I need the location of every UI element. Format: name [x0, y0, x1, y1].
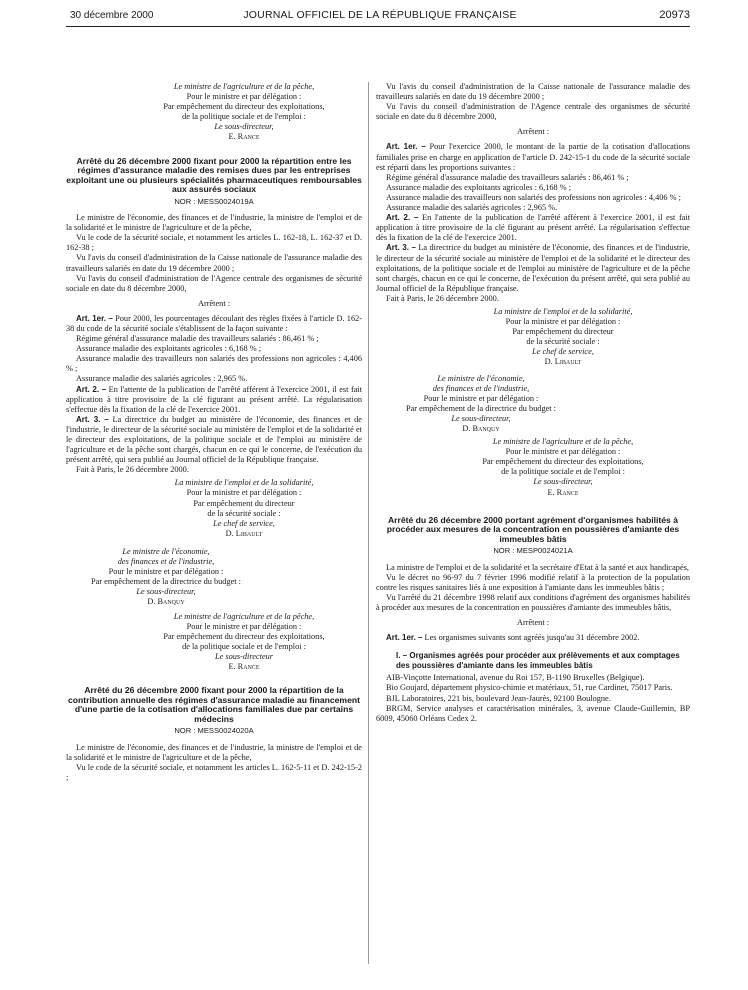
page-header: [70, 8, 690, 28]
sig-name: D. Banquy: [147, 597, 185, 607]
list-item: Assurance maladie des exploitants agricoles : 6,168 % ;: [386, 182, 572, 192]
fait-a-paris: Fait à Paris, le 26 décembre 2000.: [76, 465, 189, 475]
sig-line: de la politique sociale et de l'emploi :: [501, 467, 625, 477]
sig-line: Par empêchement de la directrice du budget :: [91, 577, 241, 587]
sig-line: de la politique sociale et de l'emploi :: [182, 641, 306, 651]
right-column: [376, 82, 690, 724]
list-item: Assurance maladie des travailleurs non salariés des professions non agricoles : 4,406 % ;: [386, 192, 681, 202]
paragraph: Le ministre de l'économie, des finances et de l'industrie, la ministre de l'emploi et de la solidarité et le ministre de l'agriculture et de la pêche,: [66, 742, 362, 762]
article-text: En l'attente de la publication de l'arrêté afférent à l'exercice 2001, il est fait application à titre provisoire de la clé figurant au présent arrêté. La régularisation s'effectue dès la fixation de la clé de l'exercice 2001.: [376, 213, 691, 243]
sig-line: Le chef de service,: [532, 347, 594, 357]
paragraph: Vu l'avis du conseil d'administration de l'Agence centrale des organismes de sécurité sociale en date du 8 décembre 2000,: [376, 102, 690, 122]
paragraph: Vu le décret no 96-97 du 7 février 1996 modifié relatif à la protection de la population contre les risques sanitaires liés à une exposition à l'amiante dans les immeubles bâtis ;: [376, 572, 690, 592]
article-2: [376, 213, 690, 243]
article-3: [66, 415, 362, 465]
sig-line: Pour la ministre et par délégation :: [186, 488, 302, 498]
sig-line: La ministre de l'emploi et de la solidarité,: [493, 306, 633, 316]
list-item: Assurance maladie des salariés agricoles : 2,965 %.: [386, 203, 558, 213]
article-label: Art. 1er. –: [76, 313, 113, 323]
article-label: Art. 1er. –: [386, 142, 426, 152]
signature-block-top: [126, 82, 362, 143]
article-label: Art. 3. –: [386, 243, 416, 253]
sig-line: de la politique sociale et de l'emploi :: [182, 112, 306, 122]
article-text: En l'attente de la publication de l'arrêté afférent à l'exercice 2001, il est fait application à titre provisoire de la clé figurant au présent arrêté. La régularisation s'effectue dès la fixation de la clé de l'exercice 2001.: [66, 384, 363, 414]
sig-line: Le ministre de l'agriculture et de la pêche,: [173, 82, 315, 91]
sig-name: D. Banquy: [462, 424, 500, 433]
sig-name: D. Libault: [544, 357, 582, 367]
sig-line: des finances et de l'industrie,: [117, 557, 215, 567]
journal-title: JOURNAL OFFICIEL DE LA RÉPUBLIQUE FRANÇAISE: [243, 9, 517, 21]
article-text: La directrice du budget au ministère de l'économie, des finances et de l'industrie, le directeur de la sécurité sociale au ministère de l'emploi et de la solidarité et le directeur des exploitations, de la politique sociale et de l'emploi au ministère de l'agriculture et de la pêche sont chargés, chacun en ce qui le concerne, de l'exécution du présent arrêté, qui sera publié au Journal officiel de la République française.: [66, 414, 362, 465]
nor-reference: NOR : MESS0024019A: [174, 196, 254, 206]
sig-name: E. Rance: [228, 132, 260, 142]
sig-name: D. Libault: [225, 528, 263, 538]
sig-line: Le sous-directeur,: [214, 122, 274, 132]
article-3: [376, 243, 690, 293]
page-number: 20973: [659, 9, 690, 21]
sig-line: Pour le ministre et par délégation :: [505, 447, 621, 457]
column-divider: [368, 82, 369, 964]
sig-line: Le sous-directeur: [215, 651, 273, 661]
paragraph: Vu l'avis du conseil d'administration de l'Agence centrale des organismes de sécurité sociale en date du 8 décembre 2000,: [66, 273, 362, 293]
fait-a-paris: Fait à Paris, le 26 décembre 2000.: [386, 293, 499, 303]
sig-line: Pour le ministre et par délégation :: [186, 621, 302, 631]
list-item: Assurance maladie des exploitants agricoles : 6,168 % ;: [76, 344, 262, 354]
organism-entry: BRGM, Service analyses et caractérisation minérales, 3, avenue Claude-Guillemin, BP 6009, 45060 Orléans Cedex 2.: [376, 703, 690, 723]
paragraph: La ministre de l'emploi et de la solidarité et la secrétaire d'Etat à la santé et aux handicapés,: [386, 562, 689, 572]
sig-line: Le sous-directeur,: [136, 587, 196, 597]
list-item: Régime général d'assurance maladie des travailleurs salariés : 86,461 % ;: [386, 172, 629, 182]
sig-line: Le ministre de l'agriculture et de la pêche,: [492, 437, 634, 447]
signature-block: [436, 307, 690, 368]
sig-line: Le ministre de l'économie,: [122, 546, 210, 556]
organism-entry: AIB-Vinçotte International, avenue du Roi 157, B-1190 Bruxelles (Belgique).: [386, 673, 645, 683]
article-label: Art. 2. –: [386, 213, 419, 223]
paragraph: Vu l'arrêté du 21 décembre 1998 relatif aux conditions d'agrément des organismes habilités à procéder aux mesures de la concentration en poussières d'amiante des immeubles bâtis,: [376, 592, 690, 612]
header-date: 30 décembre 2000: [70, 10, 154, 21]
paragraph: Le ministre de l'économie, des finances et de l'industrie, la ministre de l'emploi et de la solidarité et le ministre de l'agriculture et de la pêche,: [66, 213, 362, 233]
article-1: [66, 314, 362, 334]
sig-line: Par empêchement du directeur: [193, 498, 295, 508]
sig-line: de la sécurité sociale :: [207, 508, 281, 518]
sig-line: La ministre de l'emploi et de la solidarité,: [174, 478, 314, 488]
signature-block: [126, 612, 362, 673]
sig-line: Pour le ministre et par délégation :: [108, 567, 224, 577]
sig-line: de la sécurité sociale :: [526, 337, 600, 347]
arretent-heading: Arrêtent :: [197, 298, 231, 308]
article-label: Art. 1er. –: [386, 633, 423, 643]
header-rule: [66, 26, 690, 27]
sig-name: E. Rance: [228, 661, 260, 671]
sig-name: E. Rance: [547, 487, 579, 497]
decree-title: Arrêté du 26 décembre 2000 fixant pour 2000 la répartition de la contribution annuelle des régimes d'assurance maladie au financement d'une partie de la cotisation d'allocations familiales due par certains médecins: [68, 685, 360, 724]
paragraph: Vu l'avis du conseil d'administration de la Caisse nationale de l'assurance maladie des travailleurs salariés en date du 19 décembre 2000 ;: [376, 82, 690, 102]
article-1: [376, 142, 690, 172]
sig-line: Pour le ministre et par délégation :: [186, 92, 302, 102]
list-item: Assurance maladie des travailleurs non salariés des professions non agricoles : 4,406 % ;: [66, 354, 362, 374]
sig-line: Pour la ministre et par délégation :: [505, 317, 621, 327]
arretent-heading: Arrêtent :: [516, 618, 550, 627]
sig-line: Par empêchement de la directrice du budget :: [406, 403, 556, 413]
sig-line: Par empêchement du directeur des exploitations,: [163, 631, 325, 641]
list-item: Régime général d'assurance maladie des travailleurs salariés : 86,461 % ;: [76, 334, 319, 344]
sig-line: Pour le ministre et par délégation :: [423, 393, 539, 403]
sig-line: Le ministre de l'économie,: [437, 373, 525, 383]
decree-title: Arrêté du 26 décembre 2000 portant agrément d'organismes habilités à procéder aux mesures de la concentration en poussières d'amiante des immeubles bâtis: [386, 514, 680, 544]
left-column: [66, 82, 362, 783]
sig-line: Par empêchement du directeur des exploitations,: [482, 457, 644, 467]
nor-reference: NOR : MESP0024021A: [493, 546, 573, 556]
arretent-heading: Arrêtent :: [516, 127, 550, 137]
article-label: Art. 2. –: [76, 384, 107, 394]
article-2: [66, 385, 362, 415]
sig-line: Par empêchement du directeur: [512, 327, 614, 337]
section-heading: I. – Organismes agréés pour procéder aux prélèvements et aux comptages des poussières d'amiante dans les immeubles bâtis: [396, 651, 680, 670]
sig-line: Par empêchement du directeur des exploitations,: [163, 102, 325, 112]
paragraph: Vu le code de la sécurité sociale, et notamment les articles L. 162-18, L. 162-37 et D. 162-38 ;: [66, 233, 362, 253]
sig-line: des finances et de l'industrie,: [432, 383, 530, 393]
sig-line: Le ministre de l'agriculture et de la pêche,: [173, 611, 315, 621]
article-text: Les organismes suivants sont agréés jusqu'au 31 décembre 2002.: [424, 633, 640, 643]
article-text: Pour 2000, les pourcentages découlant des règles fixées à l'article D. 162-38 du code de la sécurité sociale s'établissent de la façon suivante :: [66, 313, 363, 333]
paragraph: Vu l'avis du conseil d'administration de la Caisse nationale de l'assurance maladie des travailleurs salariés en date du 19 décembre 2000 ;: [66, 253, 362, 273]
paragraph: Vu le code de la sécurité sociale, et notamment les articles L. 162-5-11 et D. 242-15-2 ;: [66, 762, 362, 782]
signature-block: [126, 478, 362, 539]
article-text: La directrice du budget au ministère de l'économie, des finances et de l'industrie, le directeur de la sécurité sociale au ministère de l'emploi et de la solidarité et le directeur des exploitations, de la politique sociale et de l'emploi au ministère de l'agriculture et de la pêche sont chargés, chacun en ce qui le concerne, de l'exécution du présent arrêté, qui sera publié au Journal officiel de la République française.: [376, 243, 691, 293]
sig-line: Le chef de service,: [213, 518, 275, 528]
article-text: Pour l'exercice 2000, le montant de la partie de la cotisation d'allocations familiales prise en charge en application de l'article D. 242-15-1 du code de la sécurité sociale est réparti dans les proportions suivantes :: [376, 142, 691, 172]
article-1: [376, 633, 690, 643]
nor-reference: NOR : MESS0024020A: [174, 726, 254, 736]
signature-block: [376, 374, 586, 435]
organism-entry: Bio Goujard, département physico-chimie et matériaux, 51, rue Cardinet, 75017 Paris.: [386, 683, 673, 693]
signature-block: [66, 547, 266, 608]
sig-line: Le sous-directeur,: [533, 477, 593, 487]
decree-title: Arrêté du 26 décembre 2000 fixant pour 2000 la répartition entre les régimes d'assurance maladie des remises dues par les entreprises exploitant une ou plusieurs spécialités pharmaceutiques remboursables aux assurés sociaux: [66, 155, 362, 195]
sig-line: Le sous-directeur,: [451, 413, 511, 423]
list-item: Assurance maladie des salariés agricoles : 2,965 %.: [76, 374, 248, 384]
organism-entry: BJL Laboratoires, 221 bis, boulevard Jean-Jaurès, 92100 Boulogne.: [386, 693, 611, 703]
article-label: Art. 3. –: [76, 414, 109, 424]
signature-block: [436, 437, 690, 498]
